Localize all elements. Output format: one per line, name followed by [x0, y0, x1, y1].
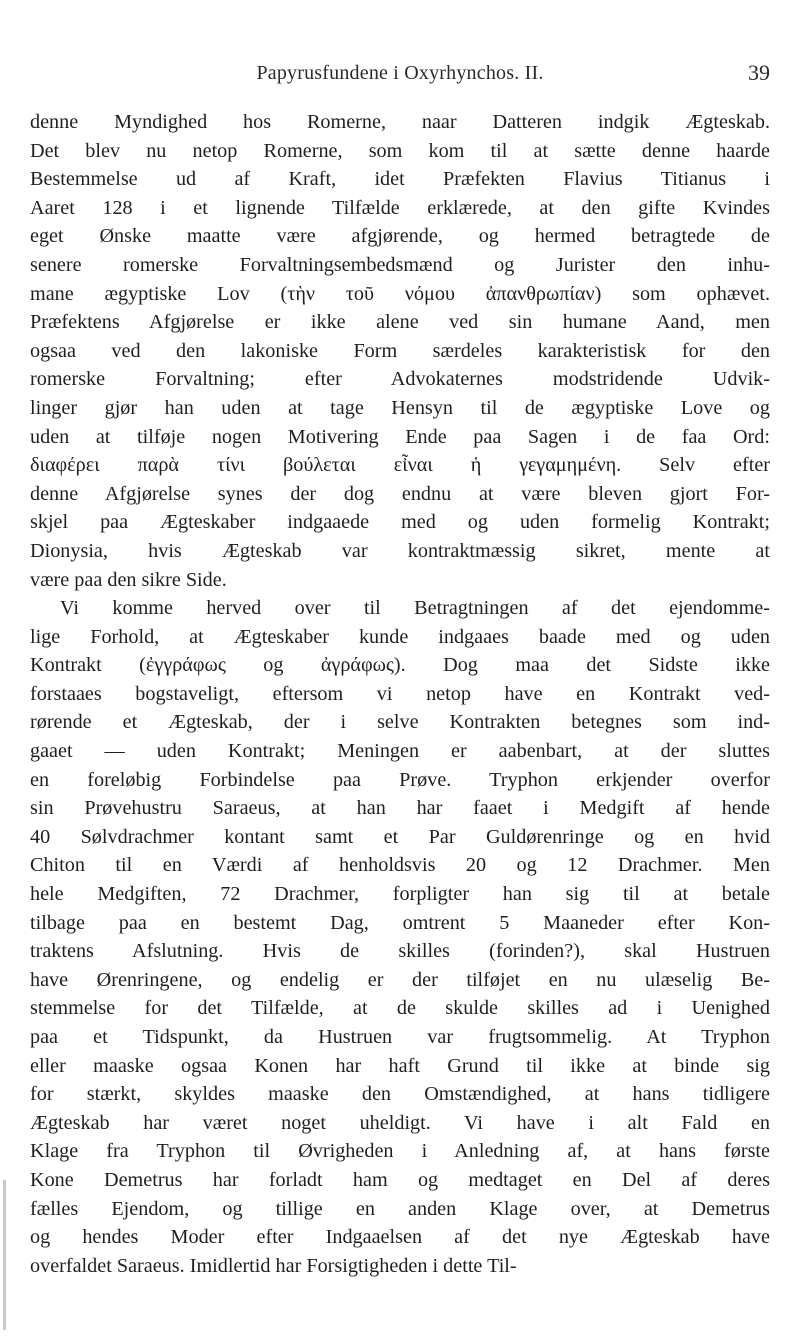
text-line: διαφέρει παρὰ τίνι βούλεται εἶναι ἡ γεγαμημένη. Selv efter — [30, 454, 770, 477]
running-title: Papyrusfundene i Oxyrhynchos. II. — [256, 62, 544, 84]
text-line: eget Ønske maatte være afgjørende, og hermed betragtede de — [30, 225, 770, 248]
text-line: Det blev nu netop Romerne, som kom til at sætte denne haarde — [30, 139, 770, 162]
text-line: lige Forhold, at Ægteskaber kunde indgaaes baade med og uden — [30, 625, 770, 648]
text-line: eller maaske ogsaa Konen har haft Grund til ikke at binde sig — [30, 1054, 770, 1077]
text-line: fælles Ejendom, og tillige en anden Klage over, at Demetrus — [30, 1197, 770, 1220]
text-line: traktens Afslutning. Hvis de skilles (forinden?), skal Hustruen — [30, 940, 770, 963]
page-number: 39 — [748, 60, 770, 85]
text-line: og hendes Moder efter Indgaaelsen af det nye Ægteskab have — [30, 1226, 770, 1249]
text-line: uden at tilføje nogen Motivering Ende paa Sagen i de faa Ord: — [30, 425, 770, 448]
text-line: hele Medgiften, 72 Drachmer, forpligter han sig til at betale — [30, 883, 770, 906]
text-line: rørende et Ægteskab, der i selve Kontrakten betegnes som ind- — [30, 711, 770, 734]
text-line: gaaet — uden Kontrakt; Meningen er aabenbart, at der sluttes — [30, 740, 770, 763]
text-line: mane ægyptiske Lov (τὴν τοῦ νόμου ἀπανθρωπίαν) som ophævet. — [30, 282, 770, 305]
text-line: senere romerske Forvaltningsembedsmænd og Jurister den inhu- — [30, 253, 770, 276]
body-text — [30, 108, 770, 1280]
text-line: Aaret 128 i et lignende Tilfælde erklærede, at den gifte Kvindes — [30, 196, 770, 219]
text-line: Vi komme herved over til Betragtningen af det ejendomme- — [60, 597, 770, 620]
text-line: Præfektens Afgjørelse er ikke alene ved sin humane Aand, men — [30, 311, 770, 334]
text-line: skjel paa Ægteskaber indgaaede med og uden formelig Kontrakt; — [30, 511, 770, 534]
text-line: have Ørenringene, og endelig er der tilføjet en nu ulæselig Be- — [30, 968, 770, 991]
text-line: Ægteskab har været noget uheldigt. Vi have i alt Fald en — [30, 1111, 770, 1134]
text-line: Bestemmelse ud af Kraft, idet Præfekten Flavius Titianus i — [30, 168, 770, 191]
text-line: en foreløbig Forbindelse paa Prøve. Tryphon erkjender overfor — [30, 768, 770, 791]
text-line: denne Myndighed hos Romerne, naar Datteren indgik Ægteskab. — [30, 111, 770, 133]
text-line: for stærkt, skyldes maaske den Omstændighed, at hans tidligere — [30, 1083, 770, 1106]
text-line: romerske Forvaltning; efter Advokaternes modstridende Udvik- — [30, 368, 770, 391]
text-line: Dionysia, hvis Ægteskab var kontraktmæssig sikret, mente at — [30, 539, 770, 562]
text-line: denne Afgjørelse synes der dog endnu at være bleven gjort For- — [30, 482, 770, 505]
text-line: Kontrakt (ἐγγράφως og ἀγράφως). Dog maa det Sidste ikke — [30, 654, 770, 677]
text-line: sin Prøvehustru Saraeus, at han har faaet i Medgift af hende — [30, 797, 770, 820]
text-line: stemmelse for det Tilfælde, at de skulde skilles ad i Uenighed — [30, 997, 770, 1020]
text-line: tilbage paa en bestemt Dag, omtrent 5 Maaneder efter Kon- — [30, 911, 770, 934]
text-line: overfaldet Saraeus. Imidlertid har Forsigtigheden i dette Til- — [30, 1254, 517, 1277]
text-line: Kone Demetrus har forladt ham og medtaget en Del af deres — [30, 1168, 770, 1191]
paragraph — [30, 108, 770, 594]
text-line: forstaaes bogstaveligt, eftersom vi netop have en Kontrakt ved- — [30, 682, 770, 705]
paragraph — [30, 594, 770, 1280]
text-line: paa et Tidspunkt, da Hustruen var frugtsommelig. At Tryphon — [30, 1026, 770, 1048]
text-line: Chiton til en Værdi af henholdsvis 20 og 12 Drachmer. Men — [30, 854, 770, 877]
running-head — [30, 62, 770, 90]
text-line: 40 Sølvdrachmer kontant samt et Par Guldørenringe og en hvid — [30, 825, 770, 848]
text-line: være paa den sikre Side. — [30, 568, 227, 591]
text-line: linger gjør han uden at tage Hensyn til de ægyptiske Love og — [30, 396, 770, 419]
text-line: Klage fra Tryphon til Øvrigheden i Anledning af, at hans første — [30, 1140, 770, 1163]
text-line: ogsaa ved den lakoniske Form særdeles karakteristisk for den — [30, 339, 770, 362]
scan-edge-shadow — [3, 1180, 6, 1330]
